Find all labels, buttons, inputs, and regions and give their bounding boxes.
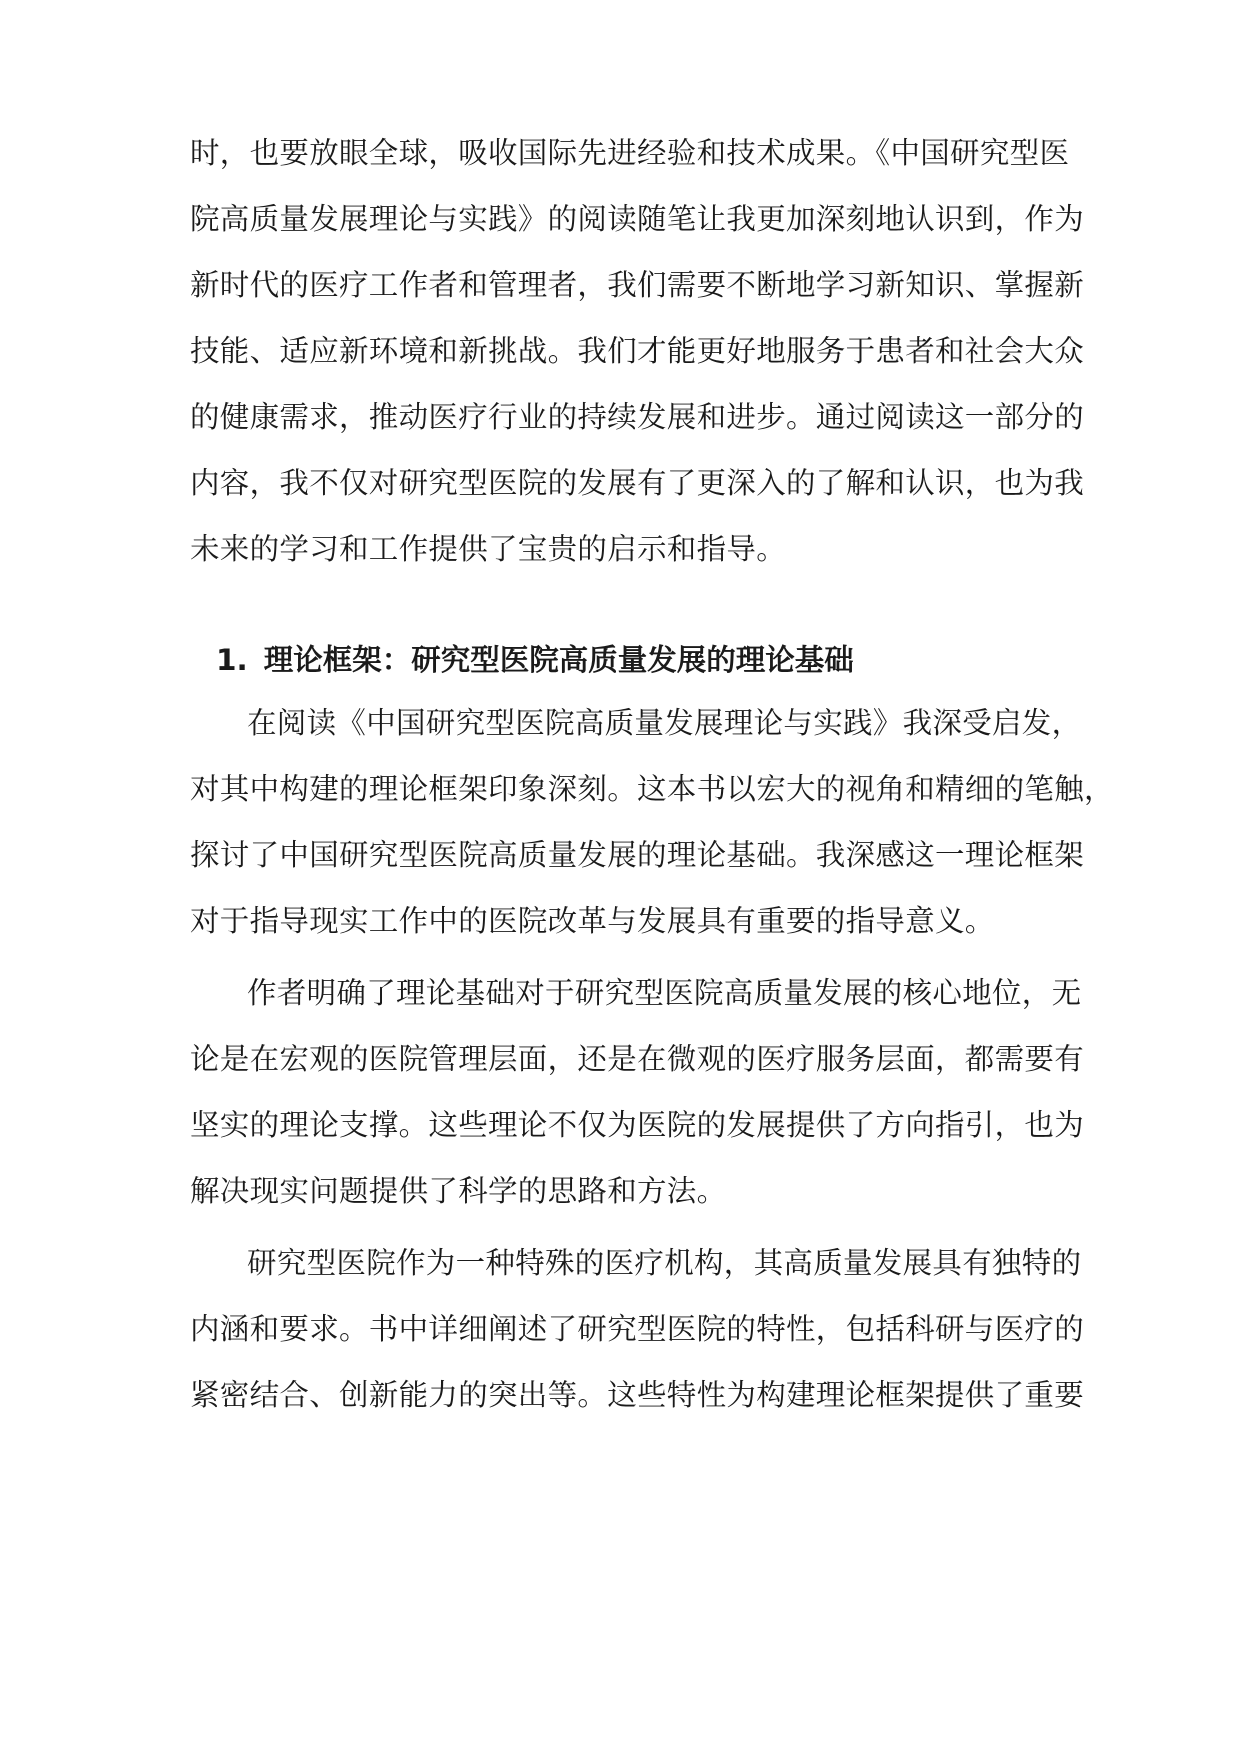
text-line: 未来的学习和工作提供了宝贵的启示和指导。 — [190, 532, 787, 566]
text-line: 论是在宏观的医院管理层面，还是在微观的医疗服务层面，都需要有 — [190, 1042, 1085, 1076]
section-number: 1. — [216, 643, 248, 677]
text-line: 在阅读《中国研究型医院高质量发展理论与实践》我深受启发， — [247, 706, 1082, 740]
section-title: 理论框架：研究型医院高质量发展的理论基础 — [263, 643, 854, 677]
text-line: 对于指导现实工作中的医院改革与发展具有重要的指导意义。 — [190, 904, 995, 938]
text-line: 新时代的医疗工作者和管理者，我们需要不断地学习新知识、掌握新 — [190, 268, 1085, 302]
section-heading — [216, 640, 854, 680]
text-line: 内容，我不仅对研究型医院的发展有了更深入的了解和认识，也为我 — [190, 466, 1085, 500]
text-line: 院高质量发展理论与实践》的阅读随笔让我更加深刻地认识到，作为 — [190, 202, 1085, 236]
text-line: 探讨了中国研究型医院高质量发展的理论基础。我深感这一理论框架 — [190, 838, 1085, 872]
text-line: 作者明确了理论基础对于研究型医院高质量发展的核心地位，无 — [247, 976, 1082, 1010]
text-line: 对其中构建的理论框架印象深刻。这本书以宏大的视角和精细的笔触， — [190, 772, 1114, 806]
text-line: 时，也要放眼全球，吸收国际先进经验和技术成果。《中国研究型医 — [190, 136, 1070, 170]
text-line: 的健康需求，推动医疗行业的持续发展和进步。通过阅读这一部分的 — [190, 400, 1085, 434]
text-line: 解决现实问题提供了科学的思路和方法。 — [190, 1174, 727, 1208]
text-line: 技能、适应新环境和新挑战。我们才能更好地服务于患者和社会大众 — [190, 334, 1085, 368]
text-line: 紧密结合、创新能力的突出等。这些特性为构建理论框架提供了重要 — [190, 1378, 1085, 1412]
text-line: 内涵和要求。书中详细阐述了研究型医院的特性，包括科研与医疗的 — [190, 1312, 1085, 1346]
text-line: 研究型医院作为一种特殊的医疗机构，其高质量发展具有独特的 — [247, 1246, 1082, 1280]
text-line: 坚实的理论支撑。这些理论不仅为医院的发展提供了方向指引，也为 — [190, 1108, 1085, 1142]
